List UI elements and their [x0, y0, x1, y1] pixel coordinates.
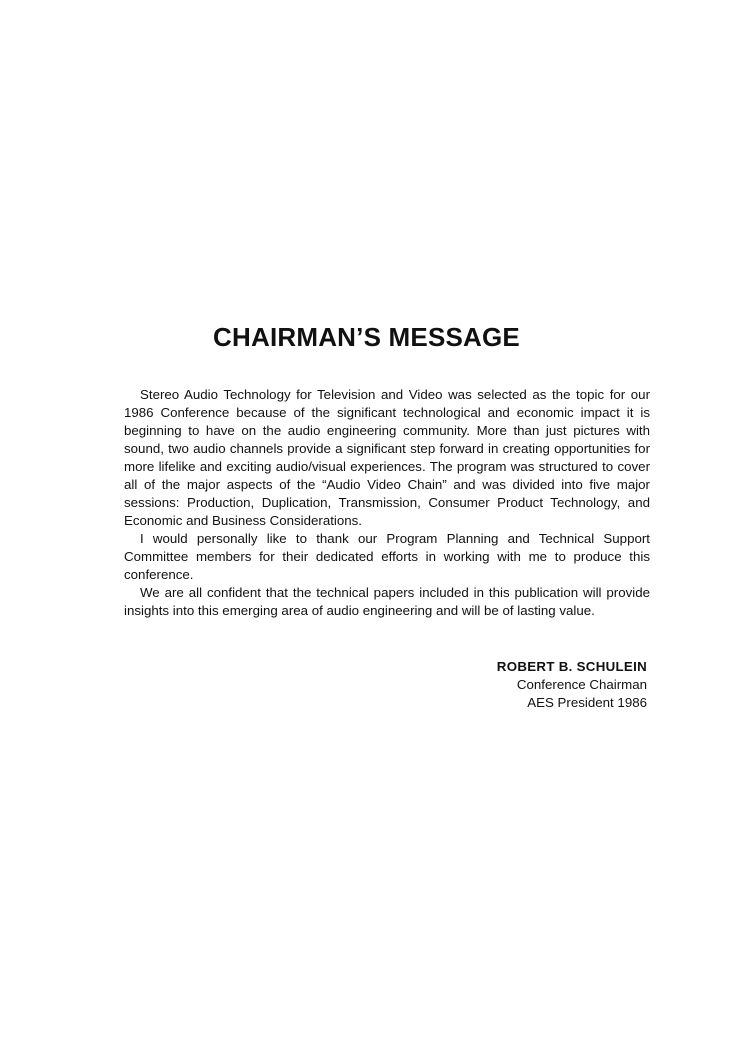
signatory-position: AES President 1986 — [527, 695, 647, 710]
signature-block — [497, 658, 647, 712]
paragraph-3: We are all confident that the technical papers included in this publication will provide insights into this emerging area of audio engineering and will be of lasting value. — [124, 585, 650, 618]
paragraph-1: Stereo Audio Technology for Television and Video was selected as the topic for our 1986 Conference because of the significant technological and economic impact it is beginning to have on the audio engineering community. More than just pictures with sound, two audio channels provide a significant step forward in creating opportunities for more lifelike and exciting audio/visual experiences. The program was structured to cover all of the major aspects of the “Audio Video Chain” and was divided into five major sessions: Production, Duplication, Transmission, Consumer Product Technology, and Economic and Business Considerations. — [124, 387, 650, 528]
page-title: CHAIRMAN’S MESSAGE — [213, 322, 520, 352]
signatory-name: ROBERT B. SCHULEIN — [496, 659, 647, 674]
message-body — [124, 386, 650, 620]
signatory-role: Conference Chairman — [516, 677, 647, 692]
paragraph-2: I would personally like to thank our Program Planning and Technical Support Committee members for their dedicated efforts in working with me to produce this conference. — [124, 531, 650, 582]
